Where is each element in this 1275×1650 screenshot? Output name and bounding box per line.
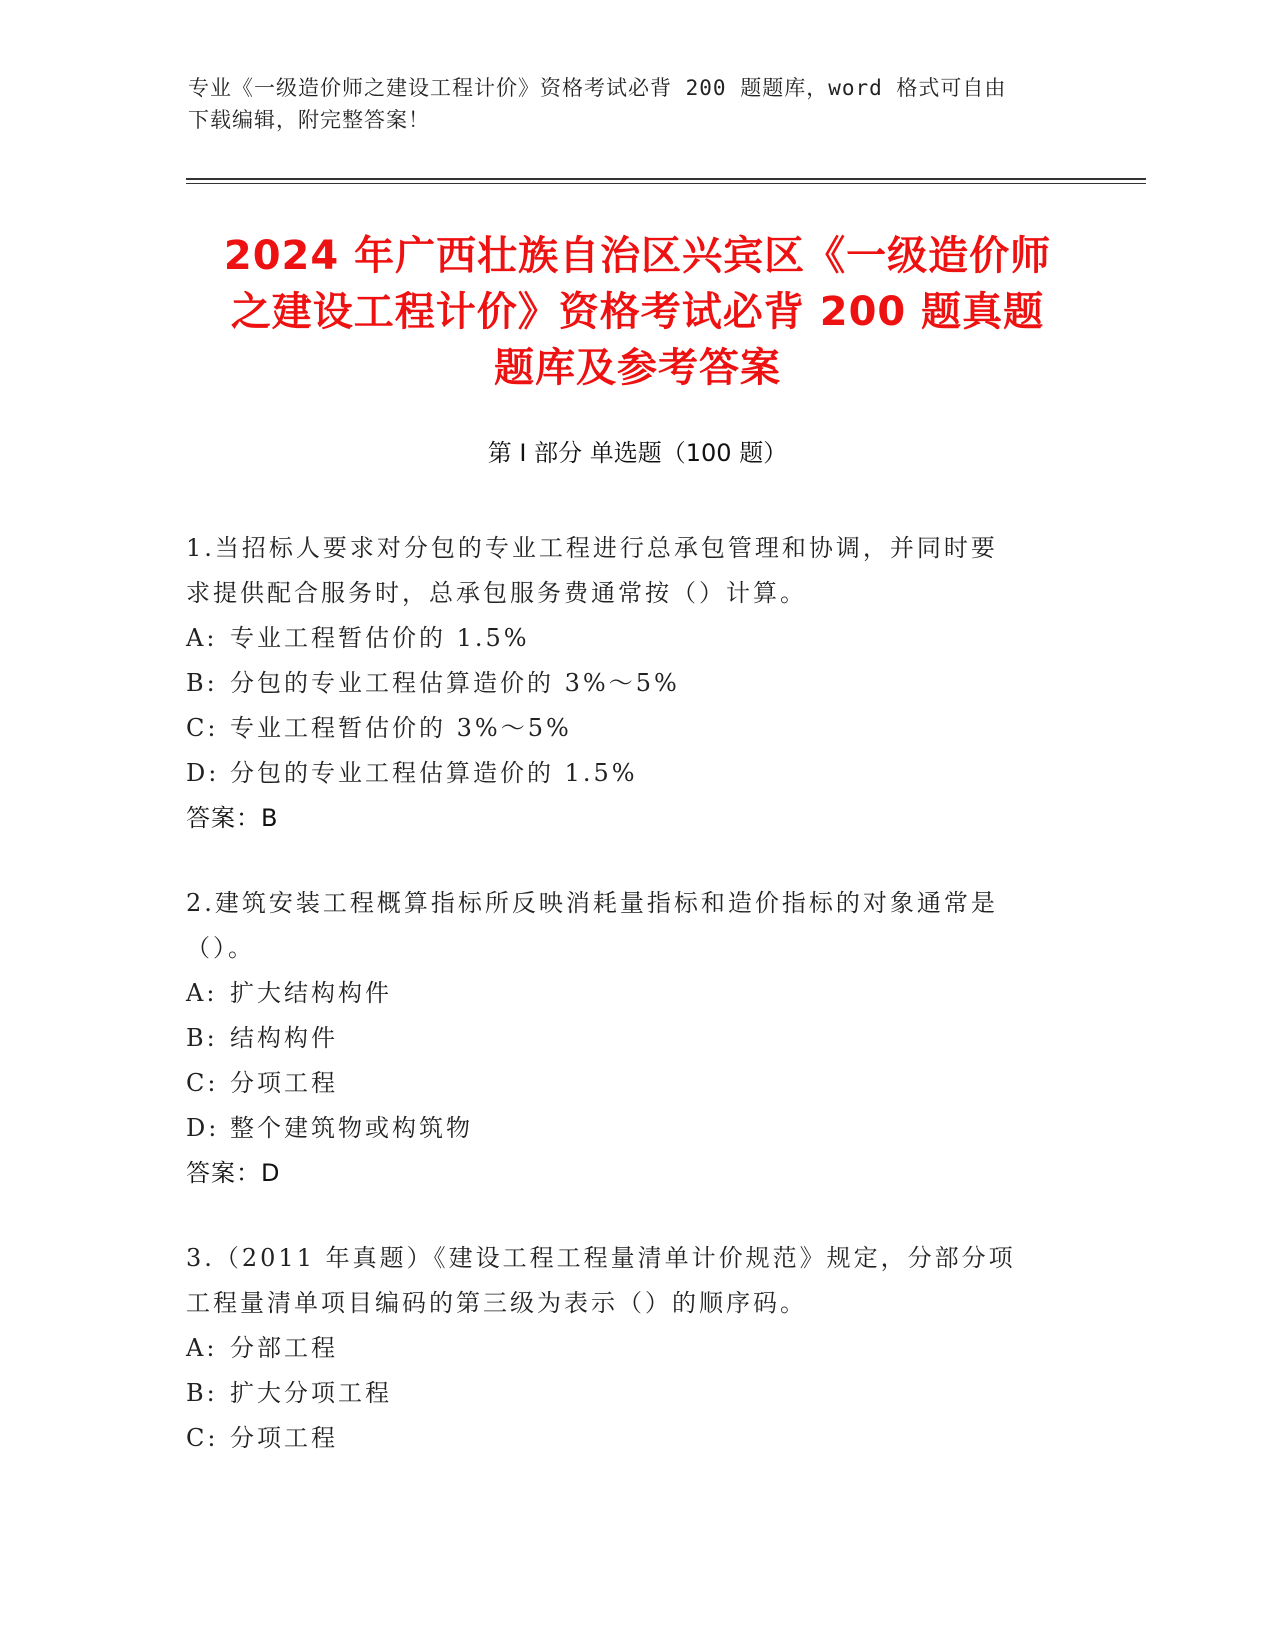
question-text-line: 1.当招标人要求对分包的专业工程进行总承包管理和协调，并同时要 xyxy=(186,534,998,562)
option-c xyxy=(186,706,1086,751)
option-text: 扩大分项工程 xyxy=(230,1379,392,1407)
option-letter: B: xyxy=(186,669,218,697)
option-letter: D: xyxy=(186,1114,220,1142)
question-text-line: 求提供配合服务时，总承包服务费通常按（）计算。 xyxy=(186,579,807,607)
option-letter: C: xyxy=(186,1424,219,1452)
option-c xyxy=(186,1061,1086,1106)
question-text-line: （）。 xyxy=(186,934,255,962)
option-d xyxy=(186,1106,1086,1151)
question-list xyxy=(186,526,1086,1501)
option-b xyxy=(186,1371,1086,1416)
question-2 xyxy=(186,881,1086,1196)
option-letter: D: xyxy=(186,759,220,787)
option-text: 结构构件 xyxy=(230,1024,338,1052)
option-text: 分项工程 xyxy=(230,1069,338,1097)
option-text: 扩大结构构件 xyxy=(230,979,392,1007)
option-letter: B: xyxy=(186,1379,218,1407)
option-letter: A: xyxy=(186,979,218,1007)
option-a xyxy=(186,616,1086,661)
title-line-1: 2024 年广西壮族自治区兴宾区《一级造价师 xyxy=(223,233,1052,279)
option-d xyxy=(186,751,1086,796)
question-text xyxy=(186,526,1086,616)
question-text-line: 工程量清单项目编码的第三级为表示（）的顺序码。 xyxy=(186,1289,807,1317)
question-3 xyxy=(186,1236,1086,1461)
option-a xyxy=(186,1326,1086,1371)
title-line-3: 题库及参考答案 xyxy=(494,345,781,391)
option-c xyxy=(186,1416,1086,1461)
answer: 答案：D xyxy=(186,1159,281,1187)
question-1 xyxy=(186,526,1086,841)
question-text xyxy=(186,1236,1086,1326)
option-letter: B: xyxy=(186,1024,218,1052)
title-line-2: 之建设工程计价》资格考试必背 200 题真题 xyxy=(230,289,1045,335)
question-text-line: 2.建筑安装工程概算指标所反映消耗量指标和造价指标的对象通常是 xyxy=(186,889,998,917)
question-text-line: 3.（2011 年真题）《建设工程工程量清单计价规范》规定，分部分项 xyxy=(186,1244,1016,1272)
answer: 答案：B xyxy=(186,804,279,832)
document-title xyxy=(160,228,1115,396)
option-text: 整个建筑物或构筑物 xyxy=(230,1114,473,1142)
section-heading: 第 I 部分 单选题（100 题） xyxy=(487,439,788,467)
option-letter: A: xyxy=(186,624,218,652)
header-divider-thin xyxy=(186,183,1146,184)
option-b xyxy=(186,1016,1086,1061)
header-note xyxy=(188,72,1088,136)
option-text: 分包的专业工程估算造价的 3%～5% xyxy=(230,669,680,697)
option-letter: C: xyxy=(186,714,219,742)
option-letter: A: xyxy=(186,1334,218,1362)
header-note-line-1: 专业《一级造价师之建设工程计价》资格考试必背 200 题题库，word 格式可自由 xyxy=(188,76,1007,100)
header-divider-thick xyxy=(186,178,1146,180)
option-text: 专业工程暂估价的 1.5% xyxy=(230,624,530,652)
option-text: 分包的专业工程估算造价的 1.5% xyxy=(230,759,638,787)
option-a xyxy=(186,971,1086,1016)
option-b xyxy=(186,661,1086,706)
option-letter: C: xyxy=(186,1069,219,1097)
option-text: 分项工程 xyxy=(230,1424,338,1452)
question-text xyxy=(186,881,1086,971)
header-note-line-2: 下载编辑，附完整答案！ xyxy=(188,108,430,132)
option-text: 专业工程暂估价的 3%～5% xyxy=(230,714,572,742)
option-text: 分部工程 xyxy=(230,1334,338,1362)
